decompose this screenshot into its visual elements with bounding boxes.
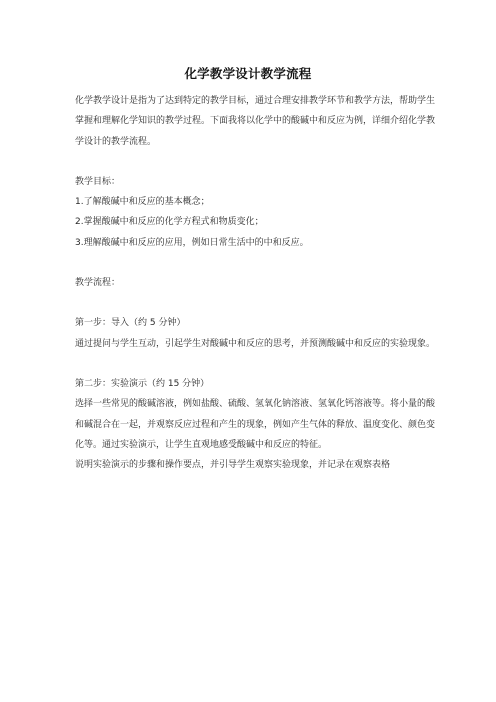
objective-item-3: 3.理解酸碱中和反应的应用，例如日常生活中的中和反应。 bbox=[75, 237, 309, 248]
document-body bbox=[75, 91, 435, 475]
step2-heading: 第二步：实验演示（约 15 分钟） bbox=[75, 378, 210, 389]
spacer bbox=[75, 293, 435, 313]
objective-item-2: 2.掌握酸碱中和反应的化学方程式和物质变化； bbox=[75, 217, 264, 228]
step1-paragraph: 通过提问与学生互动，引起学生对酸碱中和反应的思考，并预测酸碱中和反应的实验现象。 bbox=[75, 338, 436, 349]
step1-heading: 第一步：导入（约 5 分钟） bbox=[75, 318, 186, 329]
objectives-heading: 教学目标： bbox=[75, 176, 121, 187]
spacer bbox=[75, 152, 435, 172]
spacer bbox=[75, 253, 435, 273]
document-title: 化学教学设计教学流程 bbox=[184, 66, 312, 81]
step2-paragraph: 选择一些常见的酸碱溶液，例如盐酸、硫酸、氢氧化钠溶液、氢氧化钙溶液等。将小量的酸和碱混合在一起，并观察反应过程和产生的现象，例如产生气体的释放、温度变化、颜色变化等。通过实验演示，让学生直观地感受酸碱中和反应的特征。 bbox=[75, 399, 436, 450]
intro-paragraph: 化学教学设计是指为了达到特定的教学目标，通过合理安排教学环节和教学方法，帮助学生掌握和理解化学知识的教学过程。下面我将以化学中的酸碱中和反应为例，详细介绍化学教学设计的教学流程。 bbox=[75, 96, 436, 147]
process-heading: 教学流程： bbox=[75, 278, 121, 289]
spacer bbox=[75, 354, 435, 374]
step2-paragraph-2: 说明实验演示的步骤和操作要点，并引导学生观察实验现象，并记录在观察表格 bbox=[75, 460, 391, 471]
objective-item-1: 1.了解酸碱中和反应的基本概念； bbox=[75, 197, 210, 208]
